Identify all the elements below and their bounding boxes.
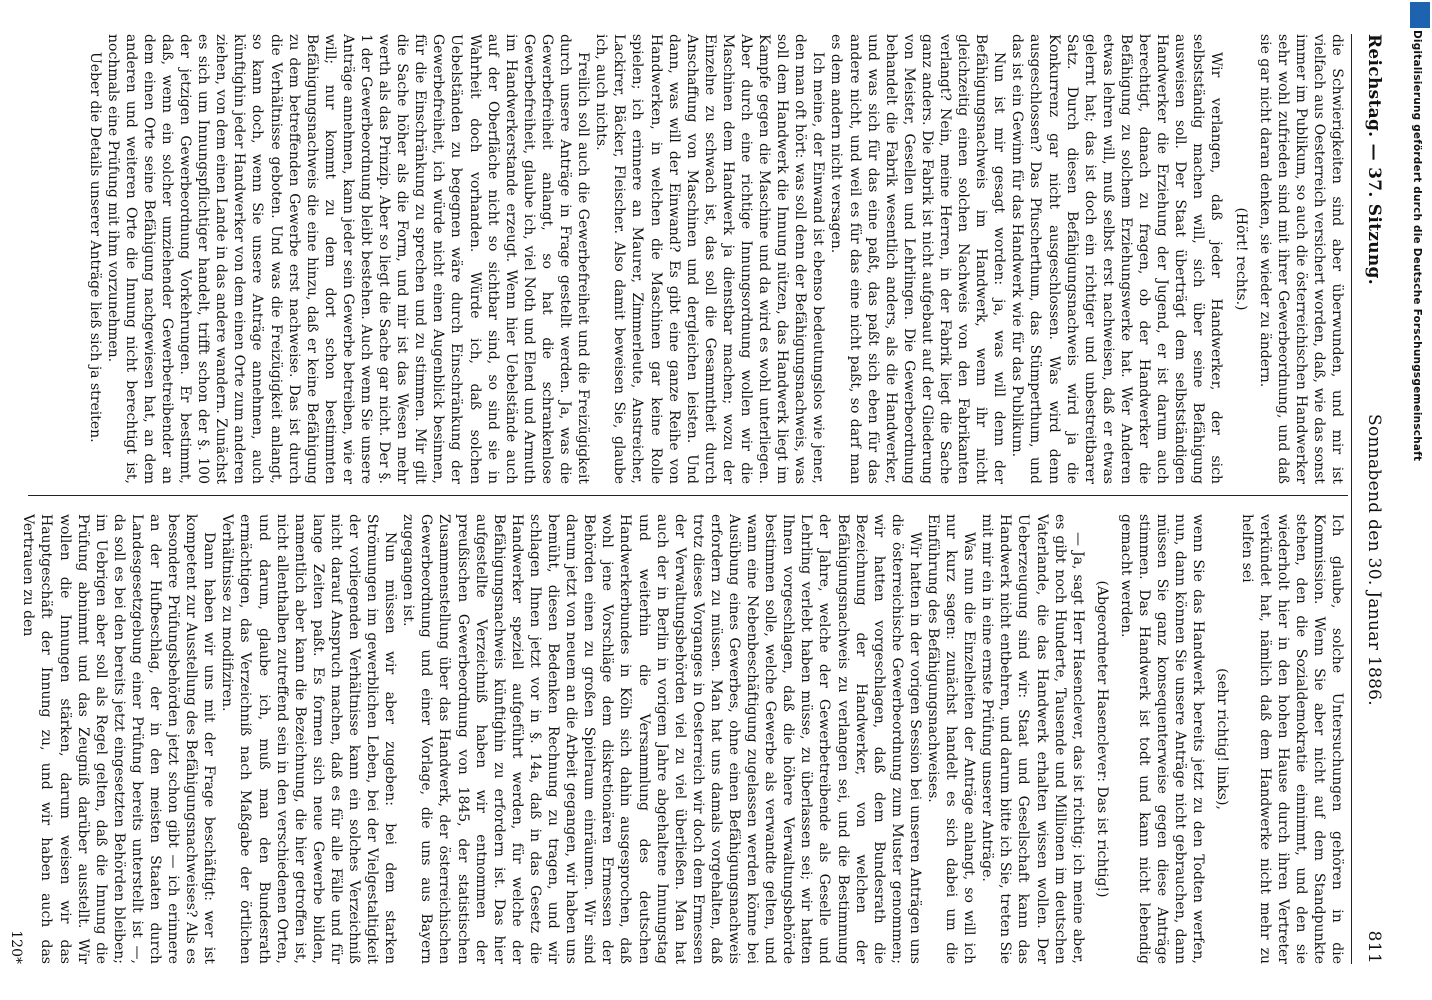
- interjection: (Hört! rechts.): [1232, 207, 1249, 311]
- interjection: (sehr richtig! links),: [1214, 668, 1231, 810]
- header-session: Reichstag. — 37. Sitzung.: [1364, 34, 1384, 285]
- paragraph: Freilich soll auch die Gewerbefreiheit und die Freizügigkeit durch unsere Anträge in Frage gestellt werden. Ja, was die Gewerbefreiheit anlangt, so hat die schrankenlose Gewerbefreiheit, glaube ich, viel Noth und Elend und Armuth im Handwerkerstande erzeugt. Wenn hier Uebelstände auch auf der Oberfläche nicht so sichtbar sind, so sind sie in Wahrheit doch vorhanden. Würde ich, daß solchen Uebelständen zu begegnen wäre durch Einschränkung der Gewerbefreiheit, ich würde nicht einen Augenblick besinnen, für die Einschränkung zu sprechen und zu stimmen. Mir gilt die Sache höher als die Form, und mir ist das Wesen mehr werth als das Prinzip. Aber so liegt die Sache gar nicht. Der §. 1 der Gewerbeordnung bleibt bestehen. Auch wenn Sie unsere Anträge annehmen, kann jeder sein Gewerbe betreiben, wie er will; nur kommt zu dem dort schon bestimmten Befähigungsnachweis die eine hinzu, daß er keine Befähigung zu dem betreffenden Gewerbe erst nachweise. Das ist durch die Verhältnisse geboten. Und was die Freizügigkeit anlangt, so kann doch, wenn Sie unsere Anträge annehmen, auch künftighin jeder Handwerker von dem einen Orte zum anderen ziehen, von dem einen Lande in das andere wandern. Zunächst es sich um Innungspflichtiger handelt, trifft schon der §. 100 der jetzigen Gewerbeordnung Vorkehrungen. Er bestimmt, daß, wenn ein solcher umziehender Gewerbetreibender an dem einen Orte seine Befähigung nachgewiesen hat, an dem anderen und weiteren Orte die Innung nicht berechtigt ist, nochmals eine Prüfung mit ihm vorzunehmen.: [104, 34, 592, 484]
- paragraph: Nun ist mir gesagt worden: ja, was will denn der Befähigungsnachweis im Handwerk, wenn ihr nicht gleichzeitig einen solchen Nachweis von den Fabrikanten verlangt? Nein, meine Herren, in der Fabrik liegt die Sache ganz anders. Die Fabrik ist nicht aufgebaut auf der Gliederung von Meister, Gesellen und Lehrlingen. Die Gewerbeordnung behandelt die Fabrik wesentlich anders, als die Handwerker, und was sich für das eine paßt, das paßt sich eben für das andere nicht, und weil es für das eine nicht paßt, so darf man es dem andern nicht versagen.: [828, 34, 1008, 484]
- paragraph: die Schwierigkeiten sind aber überwunden, und mir ist vielfach aus Oesterreich versichert worden, daß, wie das sonst immer im Publikum, so auch die österreichischen Handwerker sehr wohl zufrieden sind mit ihrer Gewerbeordnung, und daß sie gar nicht daran denken, sie wieder zu ändern.: [1256, 34, 1345, 484]
- paragraph: Was nun die Einzelheiten der Anträge anlangt, so will ich nur kurz sagen: zunächst handelt es sich dabei um die Einführung des Befähigungsnachweises.: [925, 514, 978, 964]
- header-date: Sonnabend den 30. Januar 1886.: [1364, 414, 1384, 707]
- digitization-credit: Digitalisierung gefördert durch die Deutsche Forschungsgemeinschaft: [1411, 30, 1423, 462]
- page-header: [1358, 34, 1388, 964]
- right-column: [20, 514, 1346, 964]
- left-column: [26, 34, 1346, 484]
- paragraph: Ich meine, der Einwand ist ebenso bedeutungslos wie jener, den man oft hört: was soll denn der Befähigungsnachweis, was soll dem Handwerk die Innung nützen, das Handwerk liegt im Kampfe gegen die Maschine und da wird es wohl unterliegen. Aber durch eine richtige Innungsordnung wollen wir die Maschinen dem Handwerk ja dienstbar machen; wozu der Einzelne zu schwach ist, das soll die Gesammtheit durch Anschaffung von Maschinen und dergleichen leisten. Und dann, was will der Einwand? Es gibt eine ganze Reihe von Handwerken, in welchen die Maschinen gar keine Rolle spielen; ich erinnere an Maurer, Zimmerleute, Anstreicher, Lackirer, Bäcker, Fleischer. Also damit beweisen Sie, glaube ich, auch nichts.: [593, 34, 827, 484]
- paragraph: Nun müssen wir aber zugeben: bei dem starken Strömungen im gewerblichen Leben, bei der Vielgestaltigkeit der vorliegenden Verhältnisse kann ein solches Verzeichniß nicht darauf Anspruch machen, daß es für alle Fälle und für lange Zeiten paßt. Es formen sich neue Gewerbe bilden, namentlich aber kann die Bezeichnung, die hier getroffen ist, nicht allenthalben zutreffend sein in den verschiedenen Orten, und darum, glaube ich, muß man den Bundesrath ermächtigen, das Verzeichniß nach Maßgabe der örtlichen Verhältnisse zu modifiziren.: [219, 514, 399, 964]
- header-rule: [1351, 34, 1352, 964]
- paragraph: Wir hatten in der vorigen Session bei unseren Anträgen uns die österreichische Gewerbeordnung zum Muster genommen; wir hatten vorgeschlagen, daß dem Bundesrath die Bezeichnung der Handwerker, von welchen der Befähigungsnachweis zu verlangen sei, und die Bestimmung der Jahre, welche der Gewerbetreibende als Geselle und Lehrling verlebt haben müsse, zu überlassen sei; wir hatten Ihnen vorgeschlagen, daß die höhere Verwaltungsbehörde bestimmen solle, welche Gewerbe als verwandte gelten, und wann eine Nebenbeschäftigung zugelassen werden könne bei Ausübung eines Gewerbes, ohne einen Befähigungsnachweis erfordern zu müssen. Man hat uns damals vorgehalten, daß trotz dieses Vorganges in Oesterreich wir doch dem Ermessen der Verwaltungsbehörden viel zu viel überließen. Man hat auch der in Berlin in vorigem Jahre abgehaltene Innungstag und weiterhin die Versammlung des deutschen Handwerkerbundes in Köln sich dahin ausgesprochen, daß wohl jene Vorschläge dem diskretionären Ermessen der Behörden einen zu großen Spielraum einräumen. Wir sind darum jetzt von neuem an die Arbeit gegangen, wir haben uns bemüht, diesen Bedenken Rechnung zu tragen, und wir schlagen Ihnen jetzt vor in §. 14a, daß in das Gesetz die Handwerker speziell aufgeführt werden, für welche der Befähigungsnachweis künftighin zu erfordern ist. Das hier aufgestellte Verzeichniß haben wir entnommen der preußischen Gewerbeordnung von 1845, der statistischen Zusammenstellung über das Handwerk, der österreichischen Gewerbeordnung und einer Vorlage, die uns aus Bayern zugegangen ist.: [400, 514, 923, 964]
- dfg-logo: [1410, 2, 1430, 28]
- side-strip: [1408, 0, 1432, 1000]
- paragraph: — Ja, sagt Herr Hasenclever, das ist richtig; ich meine aber, es gibt noch Hunderte, Tausende und Millionen im deutschen Vaterlande, die das Handwerk erhalten wissen wollen. Der Ueberzeugung sind wir: Staat und Gesellschaft kann das Handwerk nicht entbehren, und darum bitte ich Sie, treten Sie mit mir ein in eine ernste Prüfung unserer Anträge.: [979, 514, 1086, 964]
- paragraph: Ueber die Details unserer Anträge ließ sich ja streiten.: [86, 52, 103, 443]
- paragraph: Dann haben wir uns mit der Frage beschäftigt: wer ist kompetent zur Ausstellung des Befähigungsnachweises? Als es besondere Prüfungsbehörden jetzt schon gibt — ich erinnere an der Hufbeschlag, der in den meisten Staaten durch Landesgesetzgebung einer Prüfung bereits unterstellt ist —, da soll es bei den bereits jetzt eingesetzten Behörden bleiben; im Uebrigen aber soll als Regel gelten, daß die Innung die Prüfung abnimmt und das Zeugniß darüber ausstellt. Wir wollen die Innungen stärken, darum weisen wir das Hauptgeschäft der Innung zu, und wir haben auch das Vertrauen zu den: [20, 514, 218, 964]
- paragraph: wenn Sie das Handwerk bereits jetzt zu den Todten werfen, nun, dann können Sie unsere Anträge nicht gebrauchen, dann müssen Sie ganz konsequenterweise gegen diese Anträge stimmen. Das Handwerk ist todt und kann nicht lebendig gemacht werden.: [1117, 514, 1207, 964]
- header-page-number: 811: [1364, 930, 1384, 964]
- interjection: (Abgeordneter Hasenclever: Das ist richtig!): [1093, 580, 1110, 898]
- signature-mark: 120*: [8, 930, 24, 964]
- paragraph: Ich glaube, solche Untersuchungen gehören in die Kommission. Wenn Sie aber nicht auf dem Standpunkte stehen, den die Sozialdemokratie einnimmt, und den sie wiederholt hier in den hohen Hause durch ihren Vertreter verkündet hat, nämlich daß dem Handwerke nicht mehr zu helfen sei: [1238, 514, 1345, 964]
- column-divider: [28, 495, 1348, 496]
- paragraph: Wir verlangen, daß jeder Handwerker, der sich selbstständig machen will, sich über seine Befähigung ausweisen soll. Der Staat überträgt dem selbstständigen Handwerker die Erziehung der Jugend, er ist darum auch berechtigt, danach zu fragen, ob der Handwerker die Befähigung zu solchem Erziehungswerke hat. Wer Anderen etwas lehren will, muß selbst erst nachweisen, daß er etwas gelernt hat; das ist doch ein richtiger und unbestreitbarer Satz. Durch diesen Befähigungsnachweis wird ja die Konkurrenz gar nicht ausgeschlossen. Was wird denn ausgeschlossen? Das Pfuscherthum, das Stümperthum, und das ist ein Gewinn für das Handwerk wie für das Publikum.: [1009, 34, 1225, 484]
